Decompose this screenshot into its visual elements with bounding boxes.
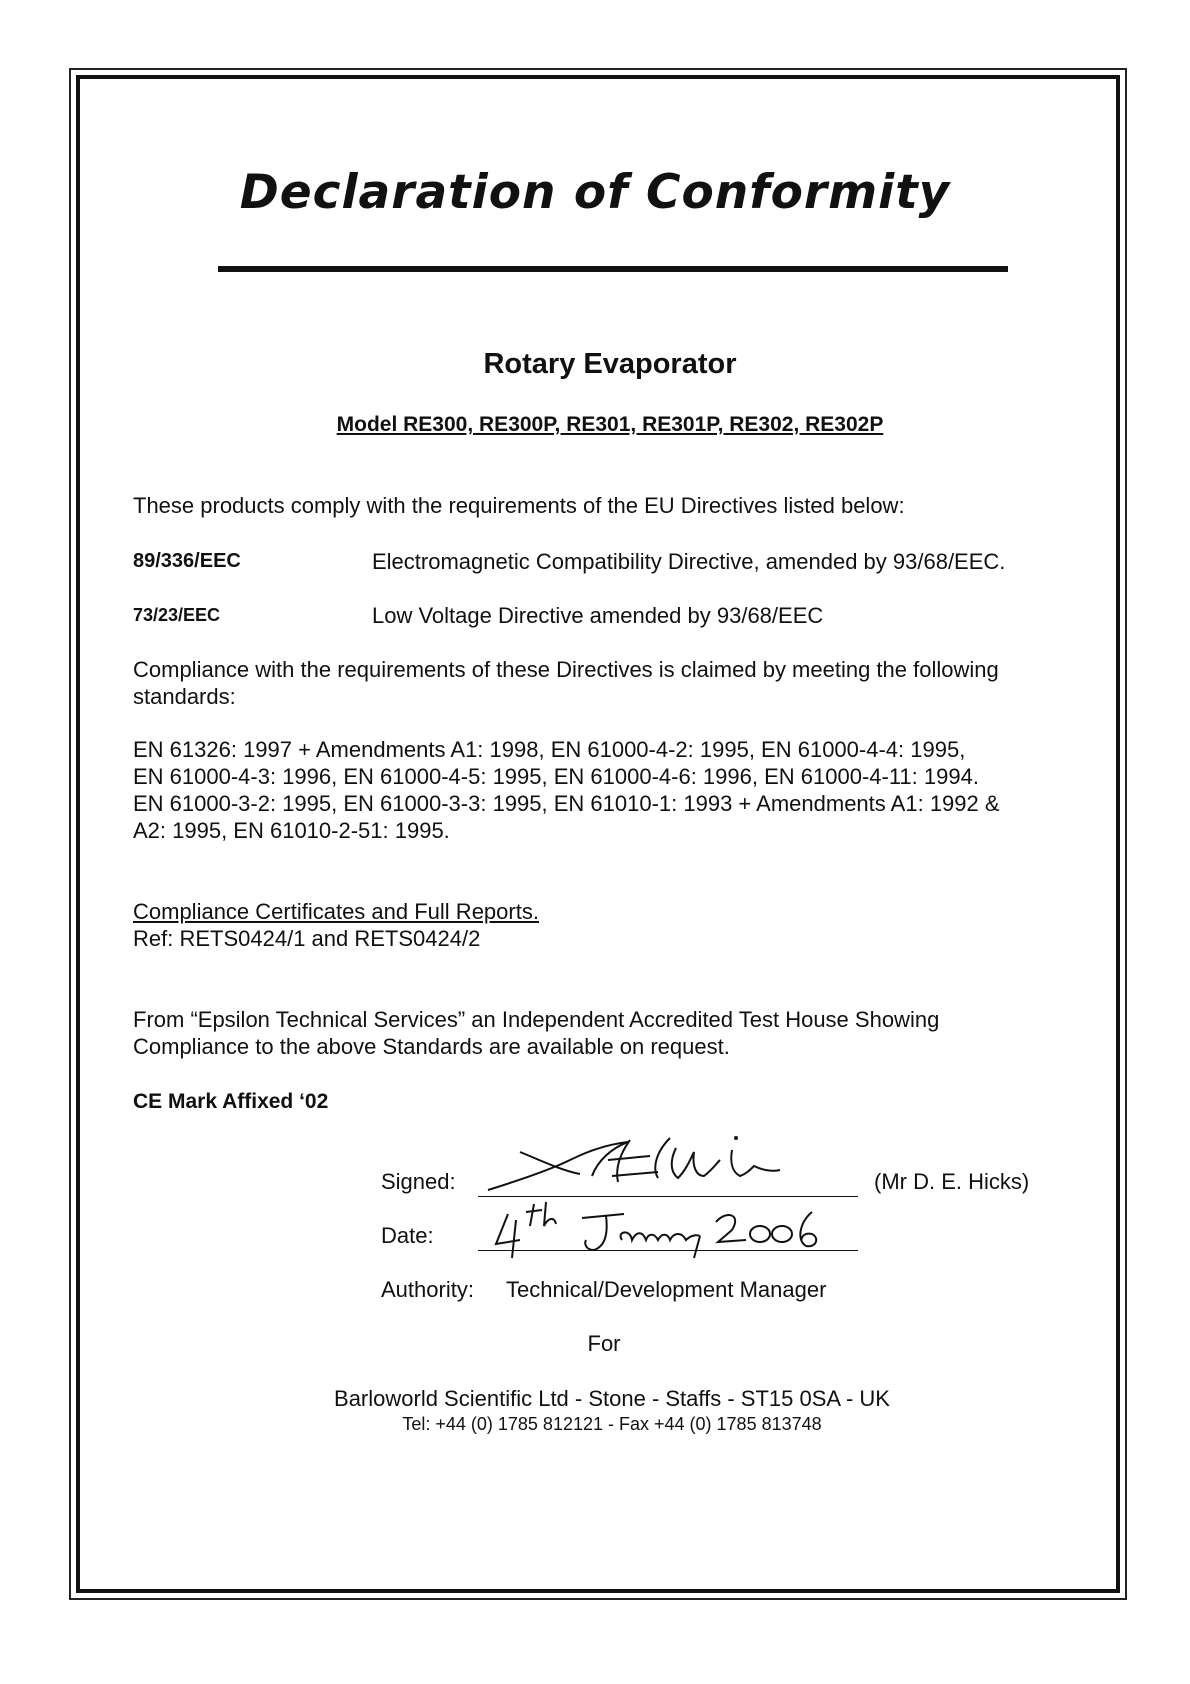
test-house-line: Compliance to the above Standards are available on request. <box>133 1034 730 1059</box>
test-house-line: From “Epsilon Technical Services” an Independent Accredited Test House Showing <box>133 1007 940 1032</box>
document-title: Declaration of Conformity <box>239 165 951 220</box>
certificates-heading: Compliance Certificates and Full Reports. <box>133 899 539 924</box>
directive-code: 89/336/EEC <box>133 550 241 572</box>
company-address: Barloworld Scientific Ltd - Stone - Staffs - ST15 0SA - UK <box>334 1386 890 1411</box>
compliance-claim-line: standards: <box>133 684 236 709</box>
standards-line: EN 61326: 1997 + Amendments A1: 1998, EN 61000-4-2: 1995, EN 61000-4-4: 1995, <box>133 737 966 762</box>
handwritten-date <box>490 1200 860 1260</box>
standards-line: EN 61000-3-2: 1995, EN 61000-3-3: 1995, EN 61010-1: 1993 + Amendments A1: 1992 & <box>133 791 1000 816</box>
title-rule <box>218 266 1008 272</box>
product-name: Rotary Evaporator <box>483 348 737 380</box>
signatory-name: (Mr D. E. Hicks) <box>874 1169 1030 1194</box>
company-contact: Tel: +44 (0) 1785 812121 - Fax +44 (0) 1785 813748 <box>402 1414 822 1434</box>
intro-text: These products comply with the requirements of the EU Directives listed below: <box>133 493 905 518</box>
model-list: Model RE300, RE300P, RE301, RE301P, RE302, RE302P <box>336 413 884 436</box>
for-label: For <box>587 1331 621 1356</box>
compliance-claim-line: Compliance with the requirements of these Directives is claimed by meeting the following <box>133 657 999 682</box>
certificates-ref: Ref: RETS0424/1 and RETS0424/2 <box>133 926 481 951</box>
signature-line <box>478 1196 858 1197</box>
authority-label: Authority: <box>381 1277 474 1302</box>
date-line <box>478 1250 858 1251</box>
authority-value: Technical/Development Manager <box>506 1277 827 1302</box>
directive-code: 73/23/EEC <box>133 605 221 625</box>
directive-description: Electromagnetic Compatibility Directive, amended by 93/68/EEC. <box>372 549 1006 574</box>
standards-line: EN 61000-4-3: 1996, EN 61000-4-5: 1995, EN 61000-4-6: 1996, EN 61000-4-11: 1994. <box>133 764 979 789</box>
date-label: Date: <box>381 1223 434 1248</box>
signature <box>480 1130 800 1200</box>
standards-line: A2: 1995, EN 61010-2-51: 1995. <box>133 818 450 843</box>
directive-description: Low Voltage Directive amended by 93/68/EEC <box>372 603 824 628</box>
ce-mark: CE Mark Affixed ‘02 <box>133 1090 329 1113</box>
signed-label: Signed: <box>381 1169 456 1194</box>
